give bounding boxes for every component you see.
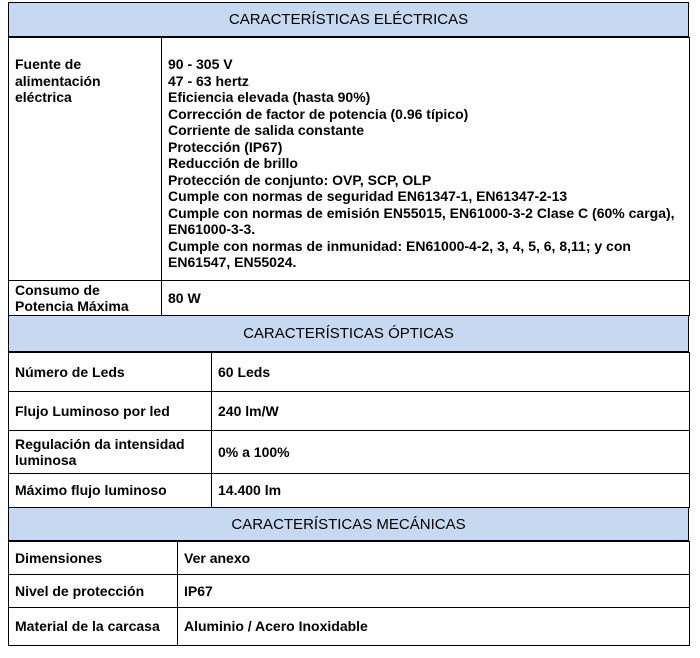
optical-table: [8, 352, 690, 508]
row-label: Material de la carcasa: [9, 608, 178, 646]
table-row: [9, 281, 690, 316]
section-title-mechanical: CARACTERÍSTICAS MECÁNICAS: [231, 515, 466, 533]
value-line: Eficiencia elevada (hasta 90%): [168, 89, 371, 105]
section-header-mechanical: [8, 508, 689, 541]
table-row: [9, 392, 690, 431]
row-label: Nivel de protección: [9, 575, 178, 608]
value-line: Protección (IP67): [168, 138, 283, 155]
row-value: IP67: [178, 575, 690, 608]
row-value: 0% a 100%: [212, 431, 690, 474]
value-line: 47 - 63 hertz: [168, 72, 249, 89]
table-row: [9, 575, 690, 608]
value-line: Corriente de salida constante: [168, 122, 365, 138]
row-value: 14.400 lm: [212, 474, 690, 508]
row-label: Máximo flujo luminoso: [9, 474, 212, 508]
row-label: Dimensiones: [9, 542, 178, 575]
row-value: 80 W: [162, 281, 690, 316]
row-label: Número de Leds: [9, 353, 212, 392]
table-row: [9, 38, 690, 281]
value-line: Reducción de brillo: [168, 155, 298, 171]
table-row: [9, 542, 690, 575]
section-header-optical: [8, 316, 689, 352]
table-row: [9, 474, 690, 508]
row-label: Regulación da intensidad luminosa: [9, 431, 212, 474]
mechanical-table: [8, 541, 690, 646]
table-row: [9, 353, 690, 392]
table-row: [9, 608, 690, 646]
value-line: Corrección de factor de potencia (0.96 típico): [168, 105, 469, 122]
value-line: Cumple con normas de seguridad EN61347-1, EN61347-2-13: [168, 188, 568, 204]
row-label: Fuente de alimentación eléctrica: [9, 38, 162, 281]
row-label: Consumo de Potencia Máxima: [9, 281, 162, 316]
row-value: 60 Leds: [212, 353, 690, 392]
value-line: 90 - 305 V: [168, 56, 233, 72]
value-line: Cumple con normas de emisión EN55015, EN61000-3-2 Clase C (60% carga), EN61000-3-3.: [168, 204, 675, 237]
value-line: Cumple con normas de inmunidad: EN61000-4-2, 3, 4, 5, 6, 8,11; y con EN61547, EN55024.: [168, 237, 631, 270]
row-value: 240 lm/W: [212, 392, 690, 431]
section-header-electrical: [8, 2, 689, 37]
section-title-optical: CARACTERÍSTICAS ÓPTICAS: [243, 325, 454, 342]
spec-sheet: [8, 2, 689, 646]
row-value: [162, 38, 690, 281]
table-row: [9, 431, 690, 474]
row-value: Aluminio / Acero Inoxidable: [178, 608, 690, 646]
row-label: Flujo Luminoso por led: [9, 392, 212, 431]
electrical-table: [8, 37, 690, 316]
row-value: Ver anexo: [178, 542, 690, 575]
value-line: Protección de conjunto: OVP, SCP, OLP: [168, 171, 432, 188]
section-title-electrical: CARACTERÍSTICAS ELÉCTRICAS: [228, 11, 469, 28]
